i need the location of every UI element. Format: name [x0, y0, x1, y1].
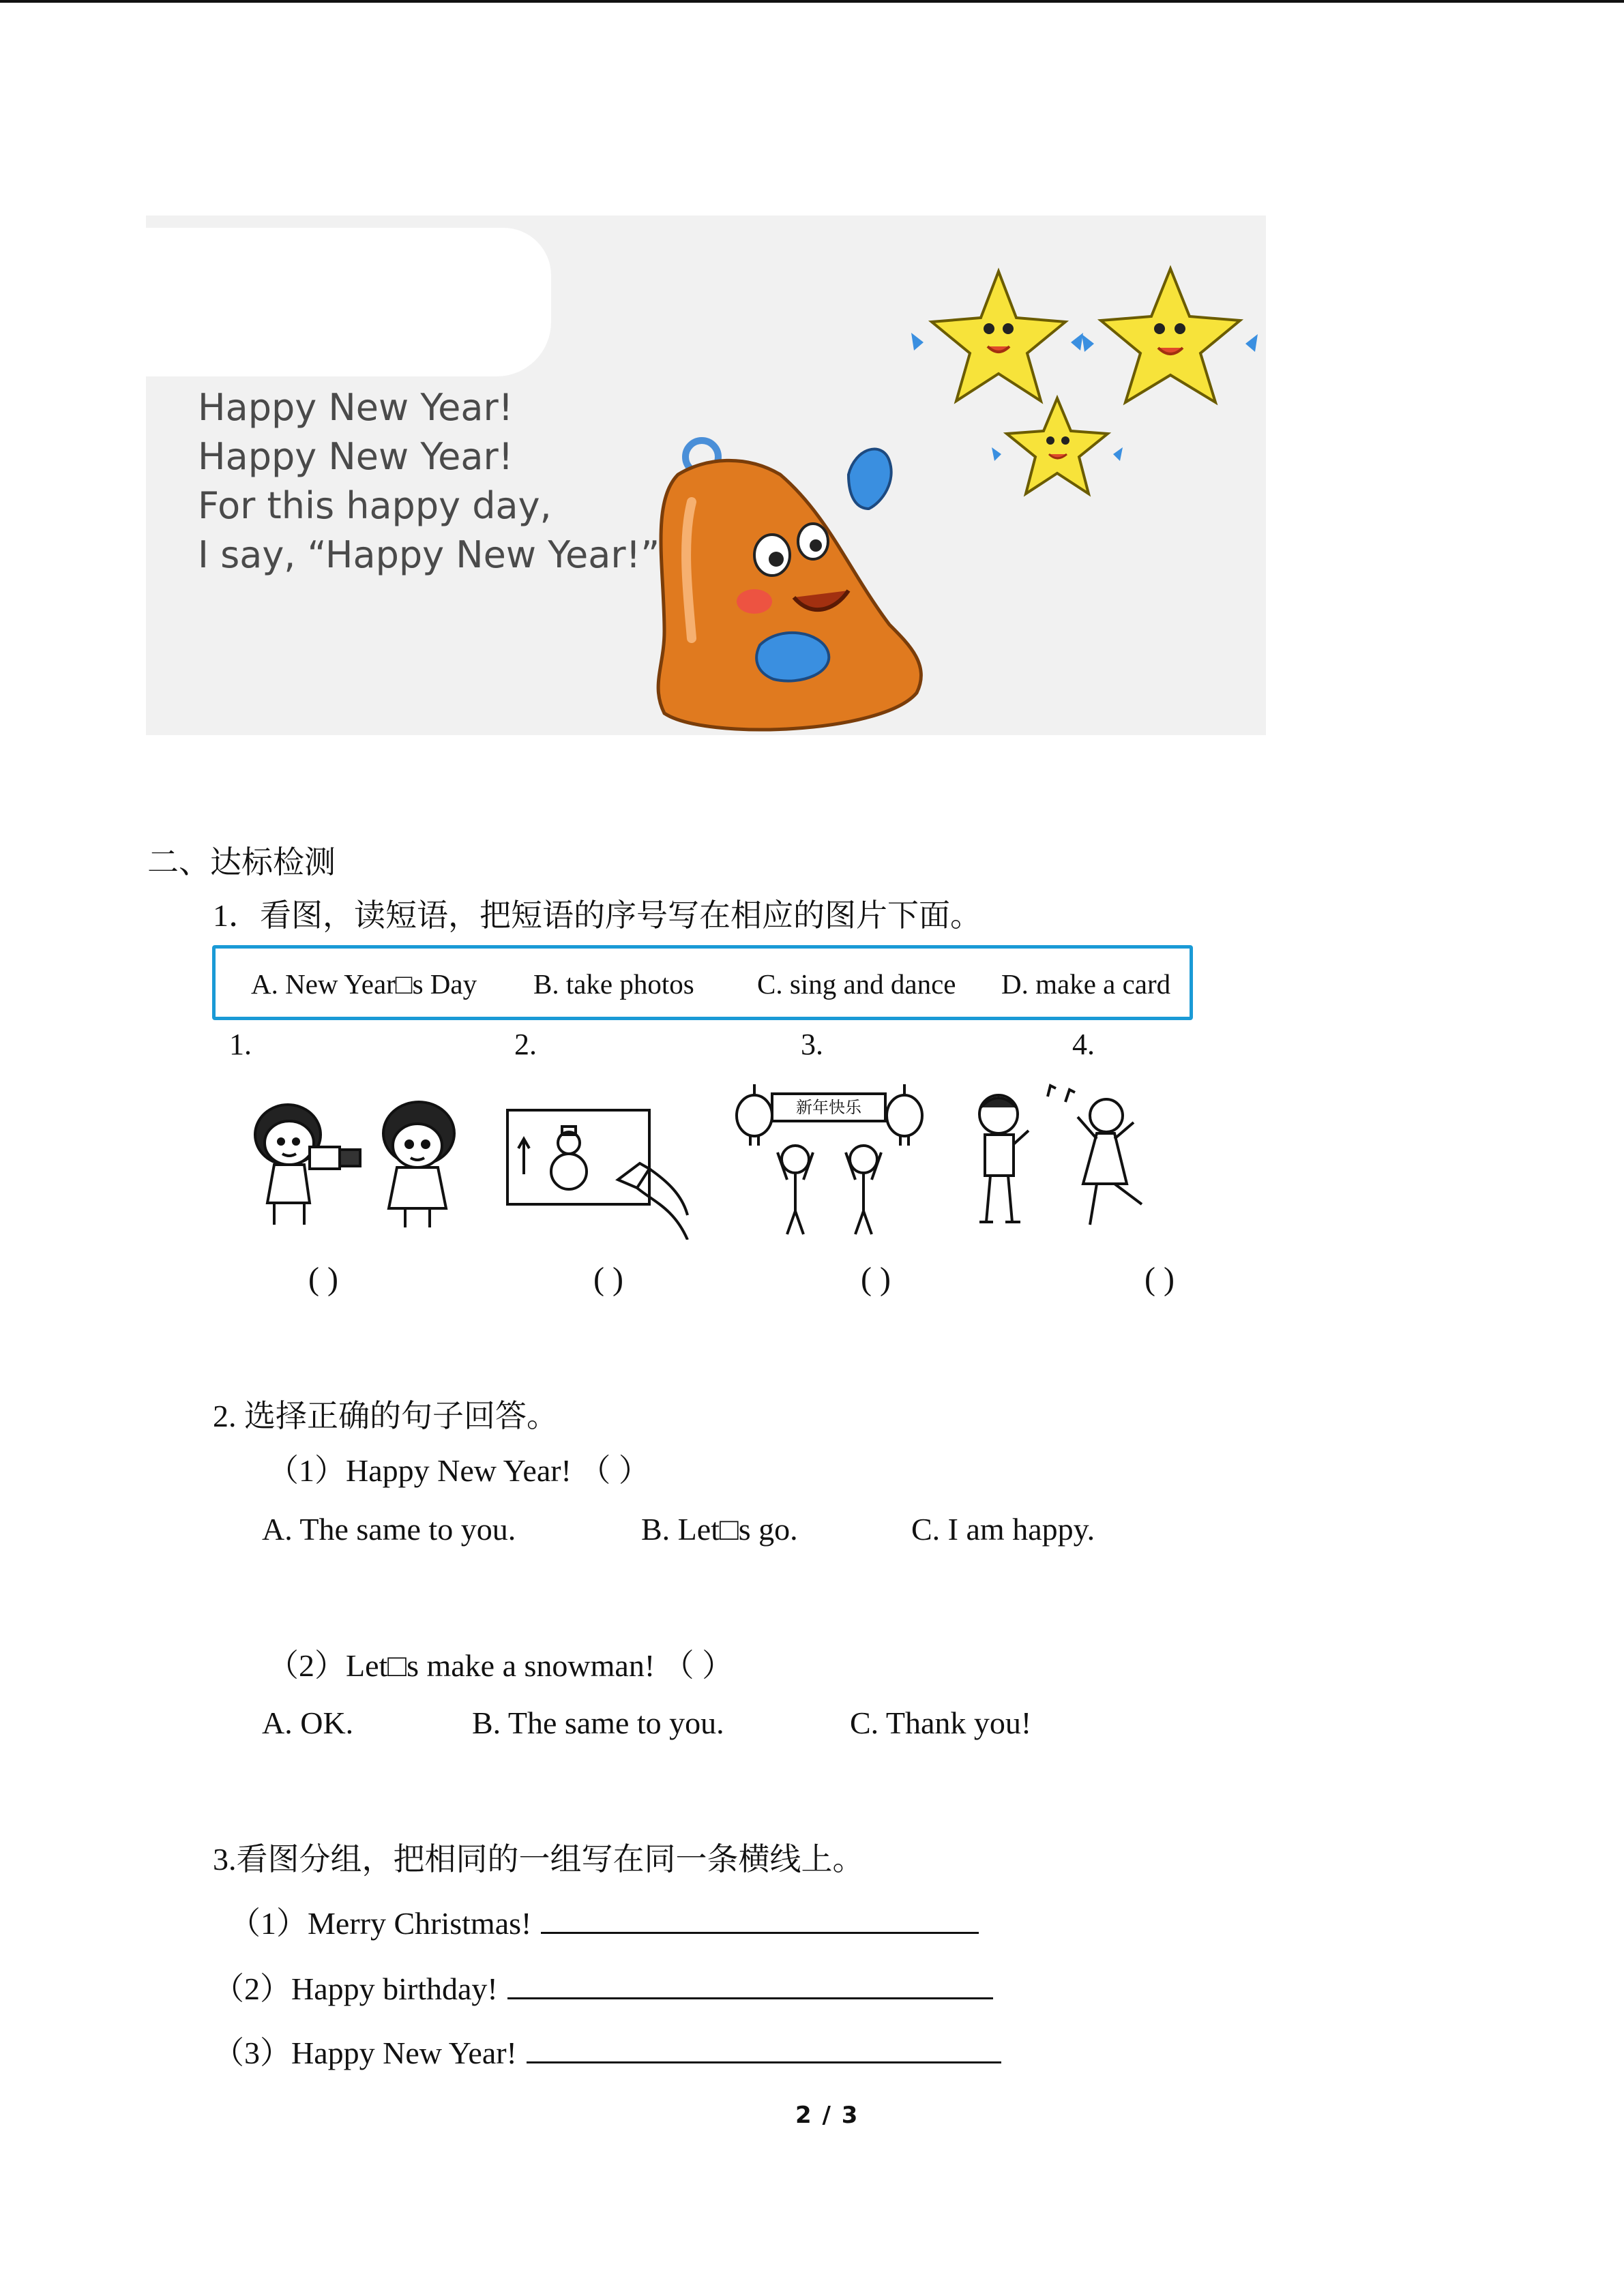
page-number: 2 / 3: [795, 2102, 859, 2129]
phrase-options-box: [212, 945, 1193, 1020]
q3-item-1: [229, 1898, 979, 1943]
picture-take-photos: [247, 1094, 465, 1230]
poem-line: Happy New Year!: [198, 435, 514, 478]
question-2-item-2-prompt: （2）Let□s make a snowman! （ ）: [267, 1648, 734, 1683]
q3-item-1-answer-line[interactable]: [541, 1899, 979, 1934]
q3-item-3-label: （3）Happy New Year!: [213, 2036, 517, 2070]
picture-number-2: 2.: [514, 1028, 537, 1061]
q2-1-option-b[interactable]: B. Let□s go.: [641, 1512, 798, 1547]
new-year-banner: [146, 215, 1266, 735]
answer-blank-3[interactable]: ( ): [861, 1261, 891, 1297]
phrase-option-b: B. take photos: [533, 968, 694, 1000]
star-character-icon: [992, 398, 1123, 494]
q3-item-1-label: （1）Merry Christmas!: [229, 1906, 532, 1941]
banner-artwork: [146, 215, 1266, 735]
question-3-title: 3.看图分组，把相同的一组写在同一条横线上。: [213, 1842, 864, 1877]
q3-item-2: [213, 1964, 993, 2009]
q3-item-3-answer-line[interactable]: [527, 2029, 1001, 2063]
phrase-option-c: C. sing and dance: [757, 968, 956, 1000]
answer-blank-1[interactable]: ( ): [308, 1261, 338, 1297]
phrase-option-d: D. make a card: [1001, 968, 1171, 1000]
lantern-banner-text: 新年快乐: [796, 1098, 861, 1117]
q3-item-2-answer-line[interactable]: [507, 1965, 993, 1999]
picture-make-a-card: [503, 1106, 692, 1240]
question-2-title: 2. 选择正确的句子回答。: [213, 1399, 558, 1433]
answer-blank-4[interactable]: ( ): [1145, 1261, 1175, 1297]
bell-character-icon: [658, 441, 921, 730]
q3-item-2-label: （2）Happy birthday!: [213, 1971, 498, 2006]
poem-line: Happy New Year!: [198, 386, 514, 429]
picture-sing-and-dance: [963, 1082, 1157, 1236]
poem-line: For this happy day,: [198, 484, 552, 527]
q2-2-option-c[interactable]: C. Thank you!: [850, 1705, 1032, 1740]
question-1-title: 1．看图，读短语，把短语的序号写在相应的图片下面。: [213, 898, 981, 933]
star-character-icon: [911, 271, 1083, 401]
question-2-item-1-prompt: （1）Happy New Year! （ ）: [267, 1453, 650, 1488]
top-border: [0, 0, 1624, 3]
q2-2-option-b[interactable]: B. The same to you.: [472, 1705, 724, 1740]
picture-number-1: 1.: [229, 1028, 252, 1061]
q2-1-option-c[interactable]: C. I am happy.: [911, 1512, 1095, 1547]
picture-number-3: 3.: [801, 1028, 823, 1061]
answer-blank-2[interactable]: ( ): [593, 1261, 623, 1297]
q2-2-option-a[interactable]: A. OK.: [262, 1705, 354, 1740]
q3-item-3: [213, 2028, 1001, 2073]
star-character-icon: [1082, 269, 1258, 402]
picture-new-years-day: [730, 1077, 928, 1241]
section-title: 二、达标检测: [147, 845, 336, 880]
picture-number-4: 4.: [1072, 1028, 1095, 1061]
q2-1-option-a[interactable]: A. The same to you.: [262, 1512, 516, 1547]
phrase-option-a: A. New Year□s Day: [251, 968, 477, 1000]
poem-line: I say, “Happy New Year!”: [198, 533, 660, 576]
